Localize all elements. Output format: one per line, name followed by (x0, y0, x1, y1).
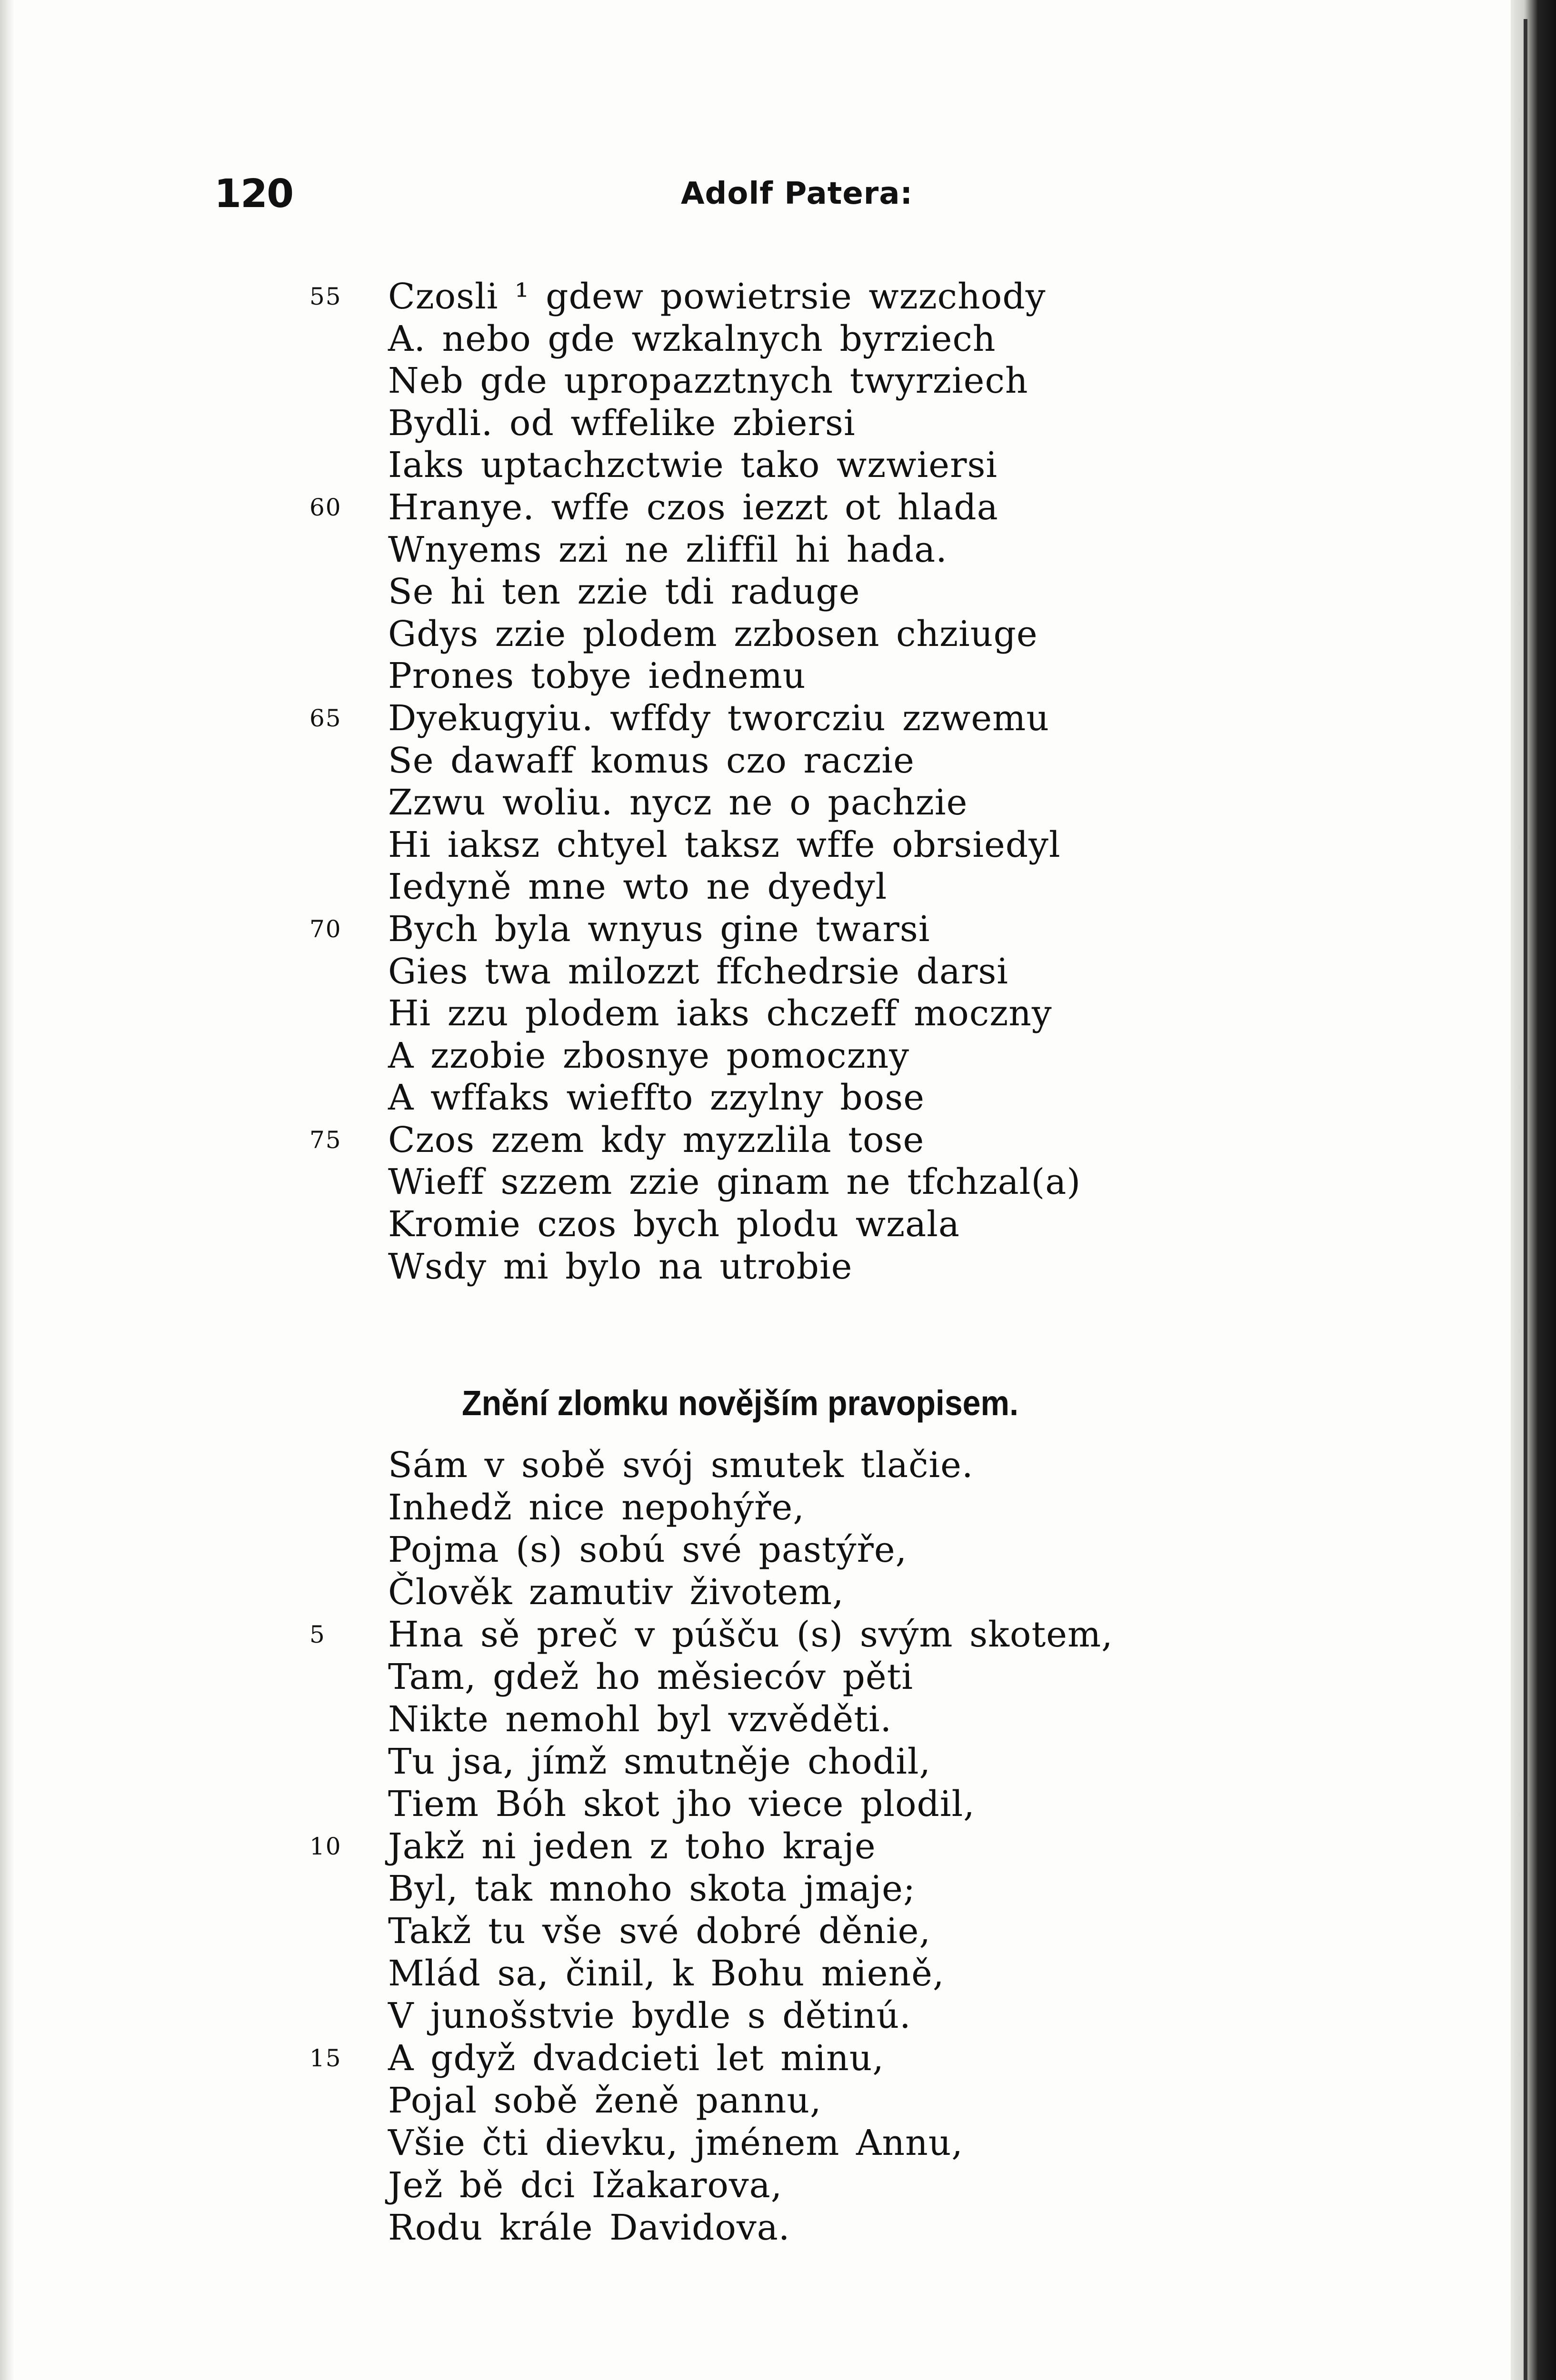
verse-line (0, 698, 1505, 740)
verse-text: Gies twa milozzt ffchedrsie darsi (388, 951, 1008, 992)
verse-line (0, 1741, 1505, 1784)
verse-line (0, 360, 1505, 403)
verse-text: Wnyems zzi ne zliffil hi hada. (388, 529, 948, 570)
verse-text: Gdys zzie plodem zzbosen chziuge (388, 613, 1038, 654)
verse-line (0, 1784, 1505, 1826)
page-right-edge (1511, 0, 1556, 2380)
verse-text: Wieff szzem zzie ginam ne tfchzal(a) (388, 1161, 1081, 1203)
verse-text: Bych byla wnyus gine twarsi (388, 908, 930, 950)
line-number: 5 (309, 1621, 326, 1648)
verse-line (0, 529, 1505, 572)
verse-text: A. nebo gde wzkalnych byrziech (388, 318, 996, 359)
verse-line (0, 445, 1505, 487)
line-number: 75 (309, 1126, 342, 1154)
running-head: Adolf Patera: (681, 176, 913, 211)
verse-text: Hi iaksz chtyel taksz wffe obrsiedyl (388, 824, 1061, 865)
verse-text: Pojma (s) sobú své pastýře, (388, 1529, 908, 1570)
line-number: 55 (309, 283, 342, 310)
verse-line (0, 824, 1505, 867)
verse-text: Tiem Bóh skot jho viece plodil, (388, 1784, 975, 1825)
verse-line (0, 1911, 1505, 1953)
verse-text: Byl, tak mnoho skota jmaje; (388, 1868, 916, 1909)
verse-line (0, 403, 1505, 445)
verse-line (0, 1614, 1505, 1656)
verse-line (0, 993, 1505, 1035)
verse-line (0, 2038, 1505, 2080)
verse-line (0, 1699, 1505, 1741)
verse-line (0, 1445, 1505, 1487)
verse-line (0, 1529, 1505, 1572)
verse-text: Člověk zamutiv životem, (388, 1572, 844, 1613)
verse-line (0, 2122, 1505, 2165)
verse-text: Czosli ¹ gdew powietrsie wzzchody (388, 276, 1046, 317)
verse-line (0, 571, 1505, 614)
original-fragment (0, 276, 1505, 1288)
verse-line (0, 1826, 1505, 1868)
verse-line (0, 1246, 1505, 1289)
verse-line (0, 2080, 1505, 2122)
verse-text: Inhedž nice nepohýře, (388, 1487, 805, 1528)
verse-text: Hi zzu plodem iaks chczeff moczny (388, 993, 1052, 1034)
verse-line (0, 1868, 1505, 1911)
line-number: 15 (309, 2044, 342, 2072)
verse-text: A wffaks wieffto zzylny bose (388, 1077, 925, 1119)
verse-text: Kromie czos bych plodu wzala (388, 1204, 960, 1245)
binding-shadow (1524, 19, 1527, 2380)
verse-text: Prones tobye iednemu (388, 655, 806, 697)
verse-line (0, 866, 1505, 909)
verse-text: V junošstvie bydle s dětinú. (388, 1995, 911, 2036)
verse-text: Hna sě preč v púšču (s) svým skotem, (388, 1614, 1113, 1655)
verse-text: Dyekugyiu. wffdy tworcziu zzwemu (388, 697, 1050, 739)
verse-line (0, 1572, 1505, 1614)
verse-line (0, 487, 1505, 529)
verse-text: Wsdy mi bylo na utrobie (388, 1246, 853, 1287)
verse-line (0, 2207, 1505, 2250)
verse-text: Iedyně mne wto ne dyedyl (388, 866, 888, 908)
verse-text: Rodu krále Davidova. (388, 2207, 790, 2248)
verse-text: Mlád sa, činil, k Bohu mieně, (388, 1953, 945, 1994)
verse-text: Takž tu vše své dobré děnie, (388, 1911, 931, 1952)
verse-line (0, 276, 1505, 318)
verse-line (0, 1995, 1505, 2038)
section-heading: Znění zlomku novějším pravopisem. (462, 1383, 1019, 1423)
verse-text: A zzobie zbosnye pomoczny (388, 1035, 910, 1076)
modern-fragment (0, 1445, 1505, 2250)
verse-text: Jež bě dci Ižakarova, (388, 2165, 783, 2206)
verse-text: Zzwu woliu. nycz ne o pachzie (388, 782, 968, 823)
verse-line (0, 782, 1505, 824)
verse-line (0, 1035, 1505, 1078)
verse-text: Se dawaff komus czo raczie (388, 740, 915, 781)
verse-line (0, 1656, 1505, 1699)
page-header (0, 171, 1505, 219)
verse-text: Nikte nemohl byl vzvěděti. (388, 1699, 892, 1740)
verse-text: Sám v sobě svój smutek tlačie. (388, 1445, 974, 1486)
verse-line (0, 1204, 1505, 1246)
verse-text: Hranye. wffe czos iezzt ot hlada (388, 486, 998, 528)
line-number: 70 (309, 915, 342, 943)
page-number: 120 (214, 171, 293, 217)
verse-text: A gdyž dvadcieti let minu, (388, 2038, 884, 2079)
verse-line (0, 655, 1505, 698)
verse-text: Iaks uptachzctwie tako wzwiersi (388, 445, 998, 486)
verse-line (0, 909, 1505, 951)
line-number: 60 (309, 493, 342, 521)
verse-text: Všie čti dievku, jménem Annu, (388, 2122, 963, 2163)
verse-text: Czos zzem kdy myzzlila tose (388, 1119, 925, 1160)
verse-line (0, 740, 1505, 783)
verse-line (0, 318, 1505, 361)
verse-line (0, 1953, 1505, 1995)
verse-text: Se hi ten zzie tdi raduge (388, 571, 860, 613)
verse-line (0, 1487, 1505, 1529)
verse-text: Pojal sobě ženě pannu, (388, 2080, 822, 2121)
verse-line (0, 1161, 1505, 1204)
verse-text: Tu jsa, jímž smutněje chodil, (388, 1741, 931, 1782)
line-number: 10 (309, 1833, 342, 1860)
verse-text: Jakž ni jeden z toho kraje (388, 1826, 876, 1867)
verse-line (0, 1077, 1505, 1120)
line-number: 65 (309, 704, 342, 732)
verse-line (0, 2165, 1505, 2207)
verse-line (0, 1120, 1505, 1162)
verse-text: Tam, gdež ho měsiecóv pěti (388, 1656, 914, 1697)
verse-line (0, 614, 1505, 656)
verse-text: Neb gde upropazztnych twyrziech (388, 360, 1028, 402)
verse-text: Bydli. od wffelike zbiersi (388, 402, 856, 444)
verse-line (0, 951, 1505, 993)
